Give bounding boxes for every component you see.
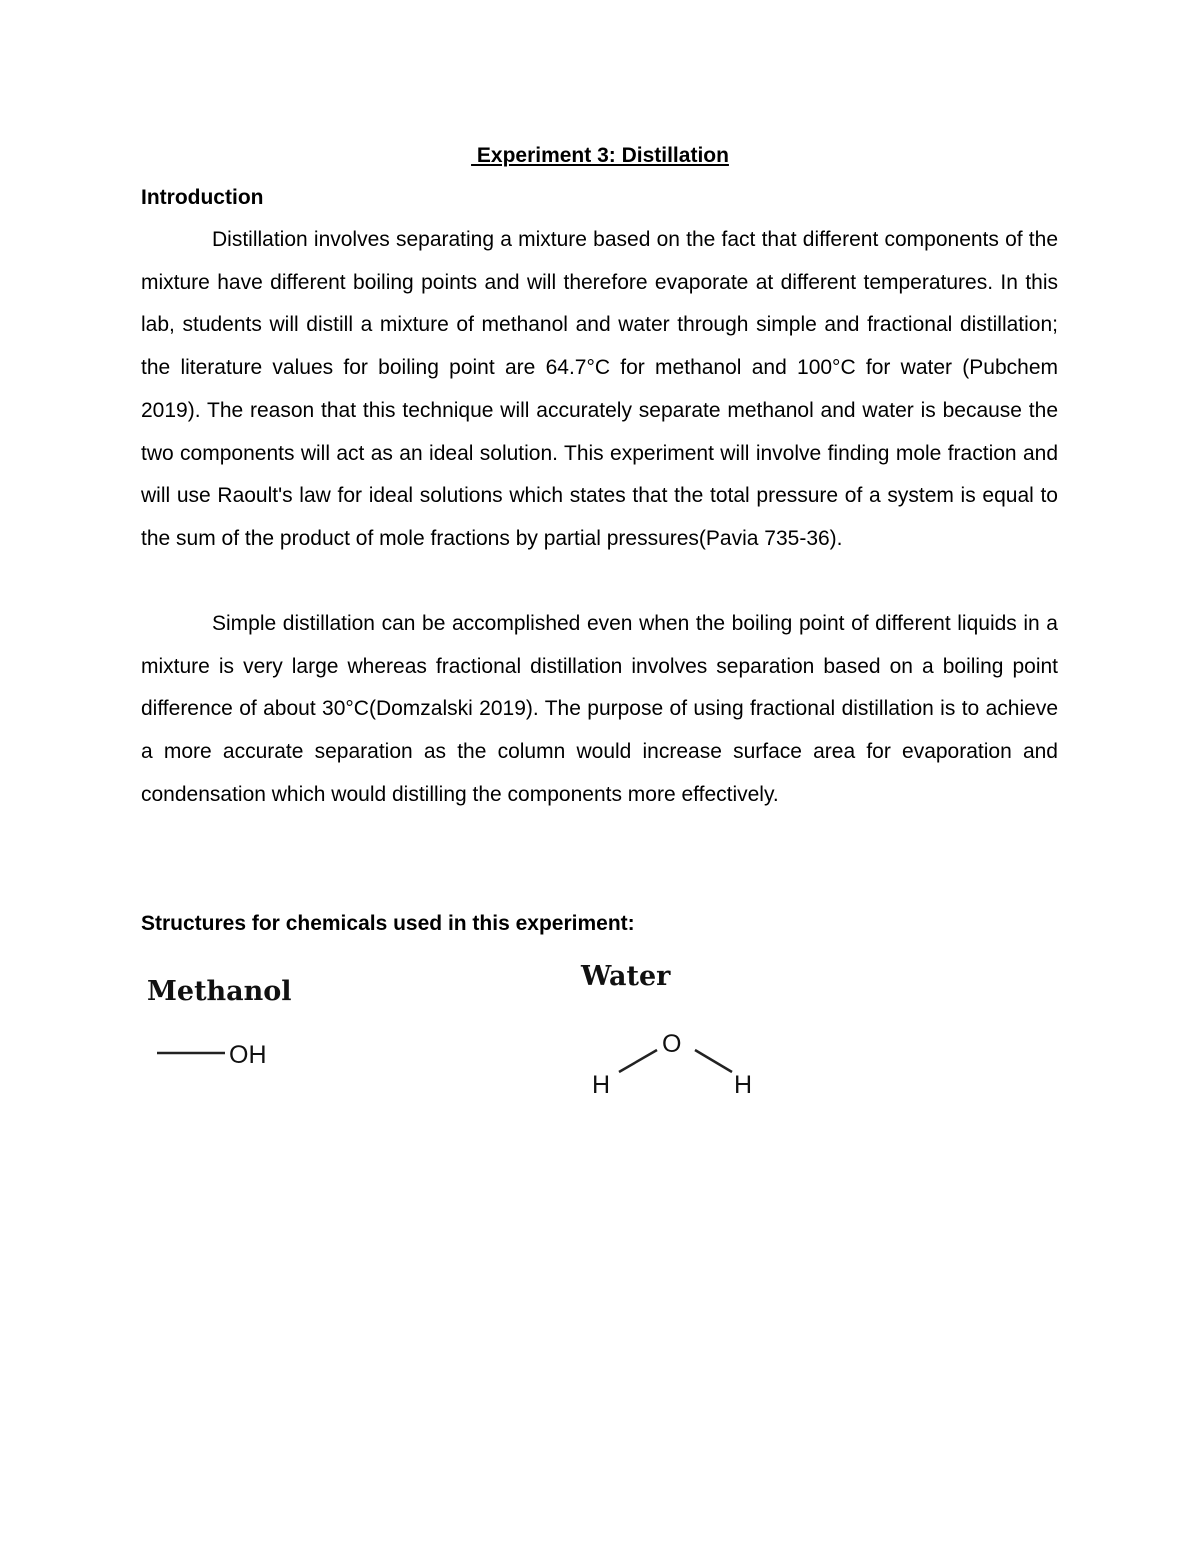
water-bond-right [695,1050,732,1072]
water-oxygen: O [662,1030,682,1058]
intro-paragraph-1: Distillation involves separating a mixture based on the fact that different components of the mixture have different boiling points and will therefore evaporate at different temperatures. In this lab, students will distill a mixture of methanol and water through simple and fractional distillation; the literature values for boiling point are 64.7°C for methanol and 100°C for water (Pubchem 2019). The reason that this technique will accurately separate methanol and water is because the two components will act as an ideal solution. This experiment will involve finding mole fraction and will use Raoult's law for ideal solutions which states that the total pressure of a system is equal to the sum of the product of mole fractions by partial pressures(Pavia 735-36). [141,228,1058,550]
methanol-structure [145,965,305,1085]
water-hydrogen-left: H [592,1071,611,1099]
introduction-heading: Introduction [141,186,264,209]
document-title: Experiment 3: Distillation [471,144,729,167]
methanol-label: Methanol [147,976,292,1007]
water-structure [575,950,775,1100]
water-bond-left [619,1050,657,1072]
methanol-hydroxyl: OH [229,1041,267,1069]
intro-paragraph-2: Simple distillation can be accomplished even when the boiling point of different liquids in a mixture is very large whereas fractional distillation involves separation based on a boiling point difference of about 30°C(Domzalski 2019). The purpose of using fractional distillation is to achieve a more accurate separation as the column would increase surface area for evaporation and condensation which would distilling the components more effectively. [141,612,1058,806]
water-label: Water [581,961,671,992]
structures-heading: Structures for chemicals used in this experiment: [141,912,635,935]
water-hydrogen-right: H [734,1071,753,1099]
